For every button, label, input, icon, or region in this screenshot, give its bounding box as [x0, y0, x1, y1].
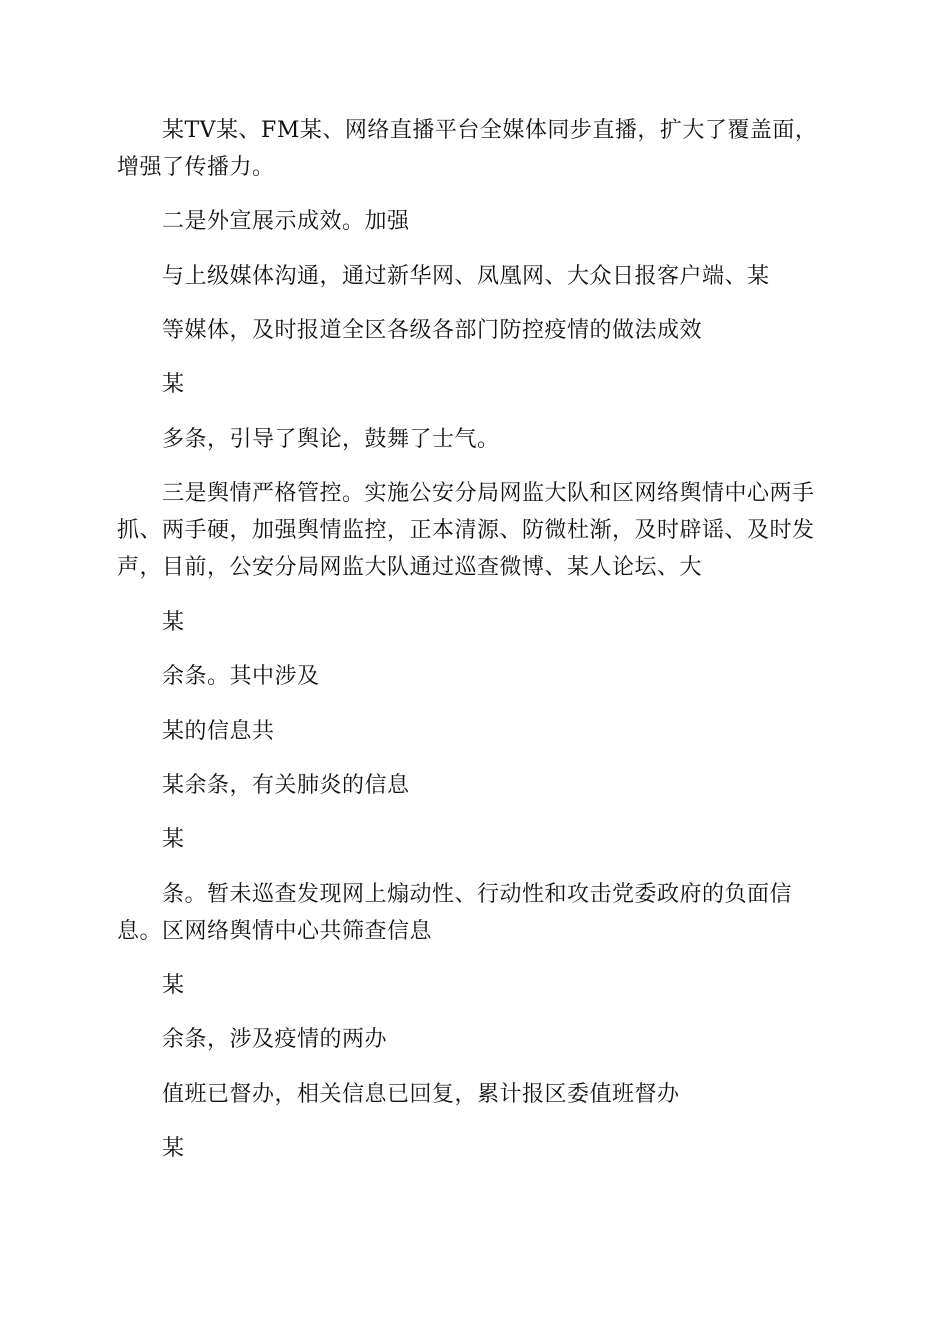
paragraph-live-broadcast: 某TV某、FM某、网络直播平台全媒体同步直播，扩大了覆盖面，增强了传播力。: [117, 118, 818, 180]
paragraph-media-communication: 与上级媒体沟通，通过新华网、凤凰网、大众日报客户端、某: [162, 264, 770, 289]
paragraph-placeholder: 某: [162, 1136, 185, 1161]
paragraph-placeholder: 某: [162, 610, 185, 635]
paragraph-guided-opinion: 多条，引导了舆论，鼓舞了士气。: [162, 427, 500, 452]
paragraph-info-total: 某的信息共: [162, 719, 275, 744]
paragraph-timely-reporting: 等媒体，及时报道全区各级各部门防控疫情的做法成效: [162, 318, 703, 343]
paragraph-pneumonia-info: 某余条，有关肺炎的信息: [162, 773, 410, 798]
paragraph-external-publicity-heading: 二是外宣展示成效。加强: [162, 209, 410, 234]
paragraph-placeholder: 某: [162, 372, 185, 397]
paragraph-items-involved: 余条。其中涉及: [162, 664, 320, 689]
paragraph-placeholder: 某: [162, 827, 185, 852]
paragraph-no-negative-info: 条。暂未巡查发现网上煽动性、行动性和攻击党委政府的负面信息。区网络舆情中心共筛查信息: [117, 882, 793, 944]
paragraph-duty-supervision: 值班已督办，相关信息已回复，累计报区委值班督办: [162, 1082, 680, 1107]
paragraph-public-opinion-control: 三是舆情严格管控。实施公安分局网监大队和区网络舆情中心两手抓、两手硬，加强舆情监控，正本清源、防微杜渐，及时辟谣、及时发声，目前，公安分局网监大队通过巡查微博、某人论坛、大: [117, 481, 815, 580]
paragraph-placeholder: 某: [162, 973, 185, 998]
paragraph-epidemic-offices: 余条，涉及疫情的两办: [162, 1027, 388, 1052]
